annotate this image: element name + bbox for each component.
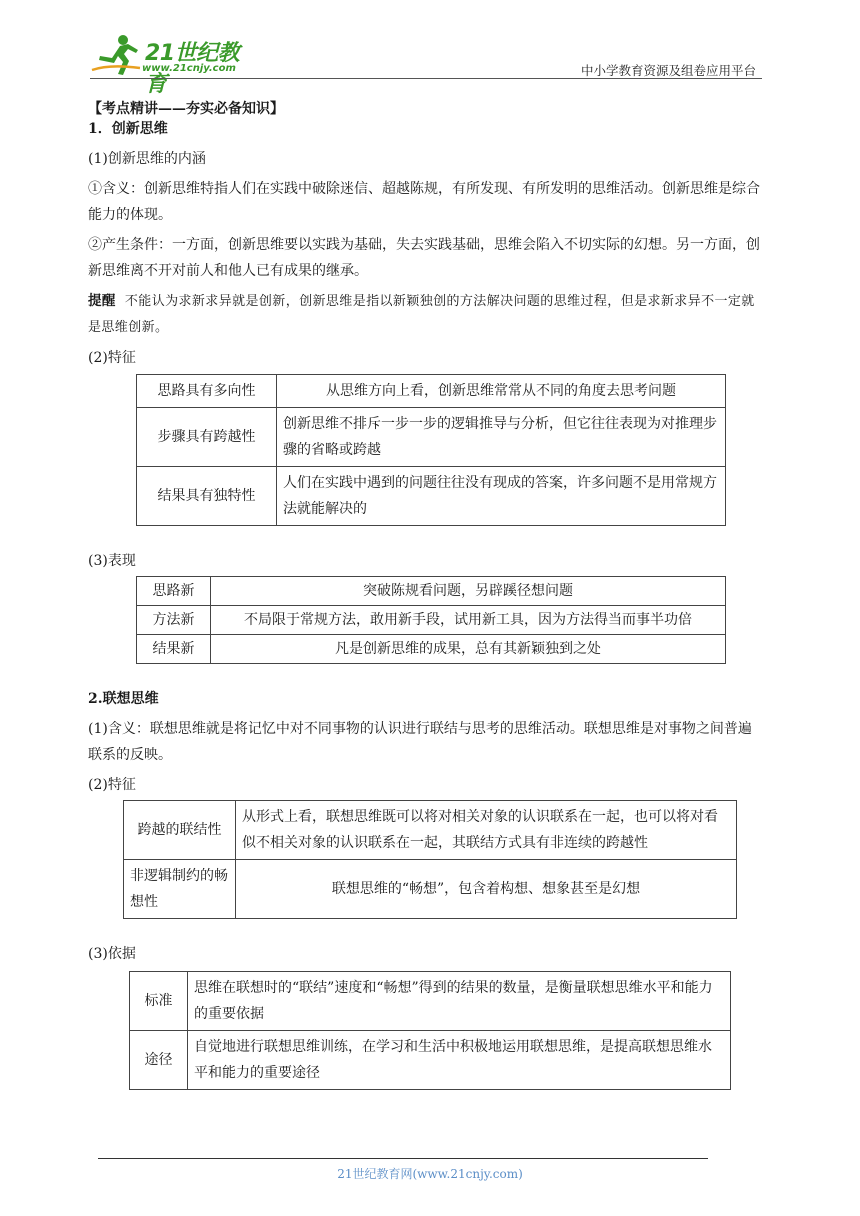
footer-divider — [98, 1158, 708, 1159]
feature-name: 步骤具有跨越性 — [137, 408, 277, 467]
s2-basis-title: (3)依据 — [88, 946, 136, 962]
s1-meaning-1: ①含义：创新思维特指人们在实践中破除迷信、超越陈规，有所发现、有所发明的思维活动。创新思维是综合能力的体现。 — [88, 181, 760, 223]
table-row — [124, 801, 737, 860]
expression-name: 方法新 — [137, 606, 211, 635]
header-divider — [90, 78, 762, 79]
tip-text: 不能认为求新求异就是创新，创新思维是指以新颖独创的方法解决问题的思维过程，但是求新求异不一定就是思维创新。 — [88, 294, 755, 335]
s2-meaning: (1)含义：联想思维就是将记忆中对不同事物的认识进行联结与思考的思维活动。联想思维是对事物之间普遍联系的反映。 — [88, 721, 752, 763]
s2-features-title: (2)特征 — [88, 777, 136, 793]
logo-text: 21世纪教育 — [145, 41, 240, 97]
s2-title: 2.联想思维 — [88, 691, 159, 707]
table-row — [137, 635, 726, 664]
s1-title: 1．创新思维 — [88, 121, 168, 137]
table-row — [137, 408, 726, 467]
runner-icon — [90, 34, 150, 76]
platform-label: 中小学教育资源及组卷应用平台 — [580, 63, 756, 78]
s1-expressions-title: (3)表现 — [88, 553, 136, 569]
table-row — [130, 1031, 731, 1090]
tip-label: 提醒 — [88, 293, 116, 309]
basis-name: 途径 — [130, 1031, 188, 1090]
logo-url: www.21cnjy.com — [142, 63, 236, 74]
table-row — [137, 467, 726, 526]
basis-name: 标准 — [130, 972, 188, 1031]
expression-desc: 不局限于常规方法，敢用新手段，试用新工具，因为方法得当而事半功倍 — [211, 606, 726, 635]
feature-name: 非逻辑制约的畅想性 — [124, 860, 236, 919]
feature-name: 思路具有多向性 — [137, 375, 277, 408]
s1-features-title: (2)特征 — [88, 350, 136, 366]
feature-desc: 人们在实践中遇到的问题往往没有现成的答案，许多问题不是用常规方法就能解决的 — [277, 467, 726, 526]
s2-features-table — [123, 800, 737, 919]
s1-meaning-2: ②产生条件：一方面，创新思维要以实践为基础，失去实践基础，思维会陷入不切实际的幻想。另一方面，创新思维离不开对前人和他人已有成果的继承。 — [88, 237, 760, 279]
site-logo[interactable] — [90, 34, 260, 97]
s1-meaning-title: (1)创新思维的内涵 — [88, 151, 206, 167]
table-row — [137, 375, 726, 408]
feature-desc: 创新思维不排斥一步一步的逻辑推导与分析，但它往往表现为对推理步骤的省略或跨越 — [277, 408, 726, 467]
main-content — [88, 96, 762, 1090]
table-row — [137, 606, 726, 635]
s2-basis-table — [129, 971, 731, 1090]
feature-name: 结果具有独特性 — [137, 467, 277, 526]
s1-features-table — [136, 374, 726, 526]
feature-name: 跨越的联结性 — [124, 801, 236, 860]
expression-desc: 突破陈规看问题，另辟蹊径想问题 — [211, 577, 726, 606]
basis-desc: 自觉地进行联想思维训练，在学习和生活中积极地运用联想思维，是提高联想思维水平和能力的重要途径 — [188, 1031, 731, 1090]
table-row — [130, 972, 731, 1031]
page-header — [90, 30, 762, 97]
feature-desc: 从思维方向上看，创新思维常常从不同的角度去思考问题 — [277, 375, 726, 408]
s1-expressions-table — [136, 576, 726, 664]
footer-link[interactable]: 21世纪教育网(www.21cnjy.com) — [337, 1167, 523, 1181]
expression-desc: 凡是创新思维的成果，总有其新颖独到之处 — [211, 635, 726, 664]
expression-name: 结果新 — [137, 635, 211, 664]
table-row — [137, 577, 726, 606]
expression-name: 思路新 — [137, 577, 211, 606]
table-row — [124, 860, 737, 919]
feature-desc: 从形式上看，联想思维既可以将对相关对象的认识联系在一起，也可以将对看似不相关对象的认识联系在一起，其联结方式具有非连续的跨越性 — [236, 801, 737, 860]
basis-desc: 思维在联想时的“联结”速度和“畅想”得到的结果的数量，是衡量联想思维水平和能力的重要依据 — [188, 972, 731, 1031]
section-title: 【考点精讲——夯实必备知识】 — [88, 101, 284, 117]
feature-desc: 联想思维的“畅想”，包含着构想、想象甚至是幻想 — [236, 860, 737, 919]
tip-paragraph — [88, 288, 762, 341]
